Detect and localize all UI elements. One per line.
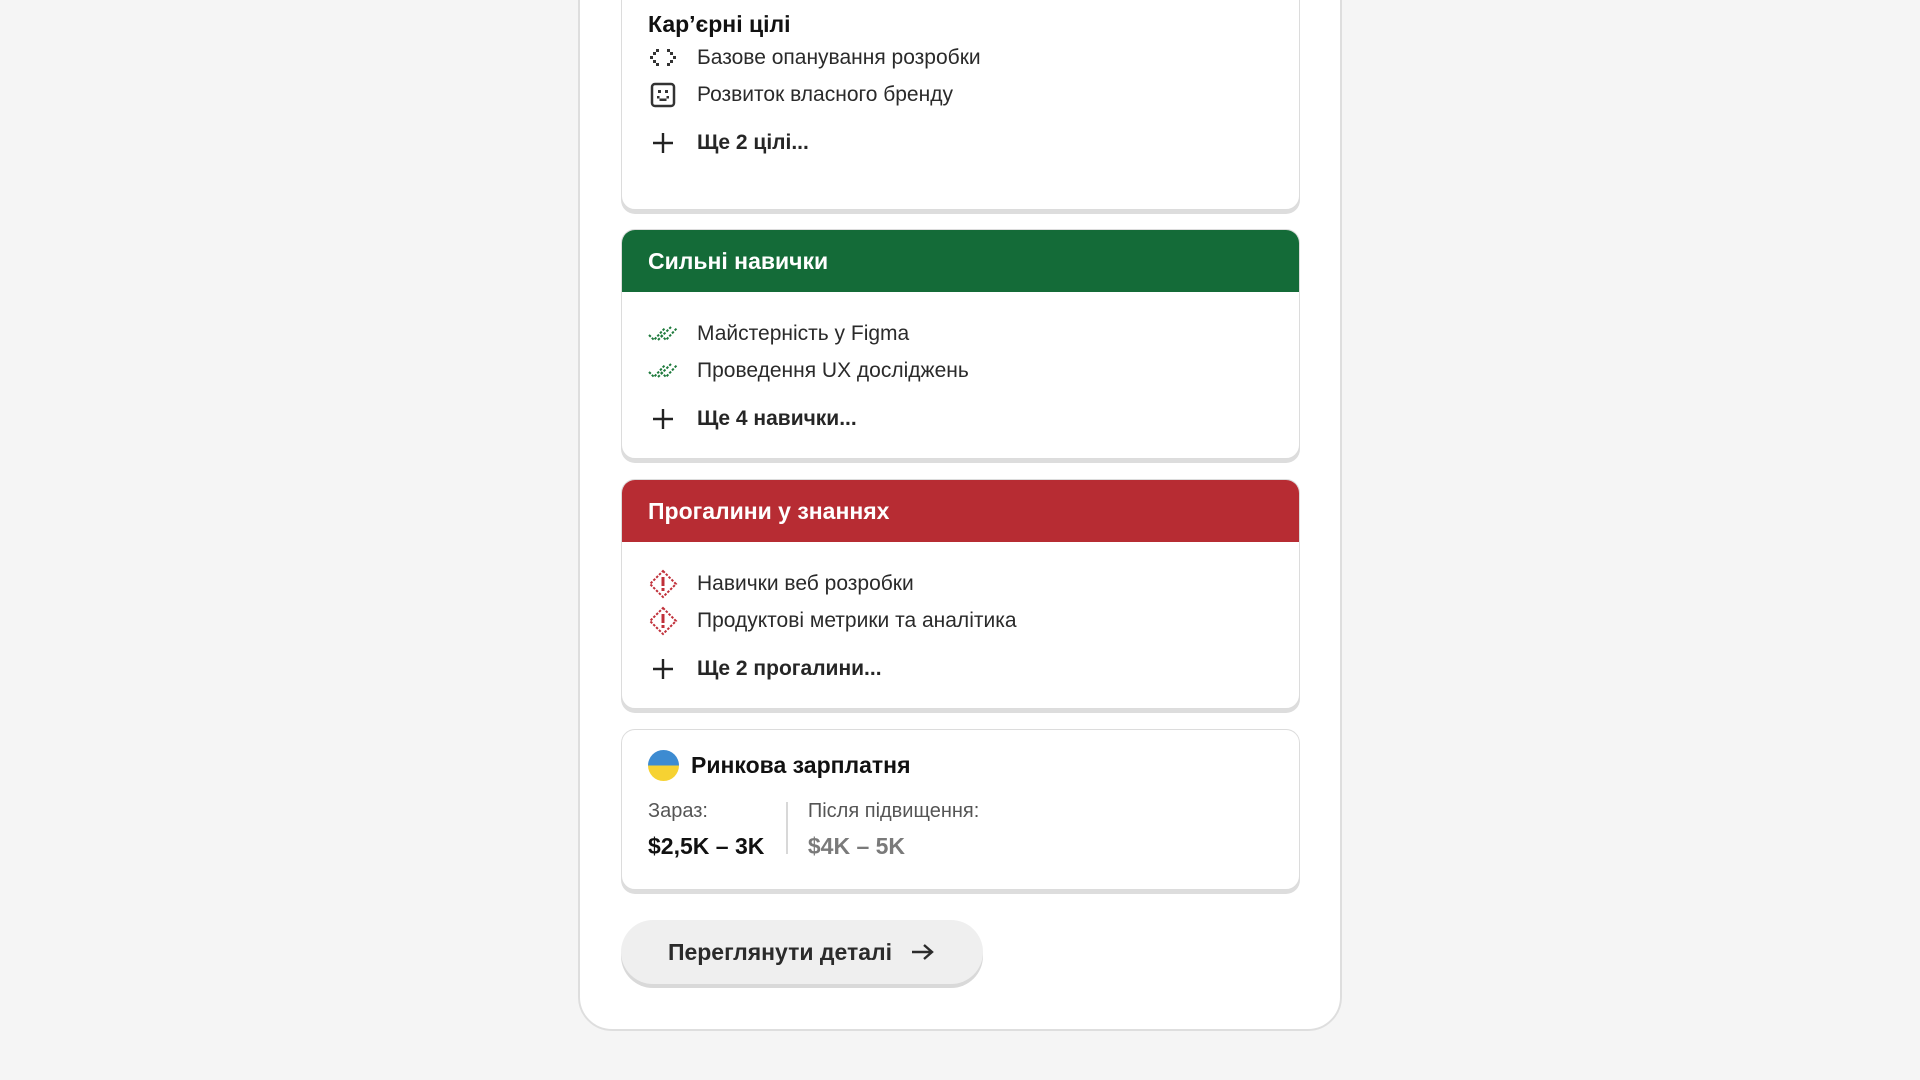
double-check-icon bbox=[648, 356, 678, 386]
view-details-button[interactable] bbox=[621, 920, 983, 984]
code-brackets-icon bbox=[648, 43, 678, 73]
list-item-label: Майстерність у Figma bbox=[697, 321, 910, 345]
warning-diamond-icon bbox=[648, 606, 678, 636]
list-item bbox=[648, 565, 1273, 602]
after-raise-label: Після підвищення: bbox=[807, 800, 980, 822]
plus-icon bbox=[648, 128, 678, 158]
list-item bbox=[648, 602, 1273, 639]
warning-diamond-icon bbox=[648, 569, 678, 599]
strengths-card bbox=[621, 229, 1300, 459]
list-item bbox=[648, 39, 1273, 76]
knowledge-gaps-card bbox=[621, 479, 1300, 709]
market-salary-title: Ринкова зарплатня bbox=[691, 752, 911, 778]
list-item-label: Розвиток власного бренду bbox=[697, 82, 953, 106]
current-salary-value: $2,5K – 3K bbox=[648, 833, 765, 859]
current-salary bbox=[648, 800, 764, 860]
knowledge-gaps-title: Прогалини у знаннях bbox=[648, 497, 890, 524]
after-raise-value: $4K – 5K bbox=[807, 833, 906, 859]
list-item bbox=[648, 76, 1273, 113]
double-check-icon bbox=[648, 319, 678, 349]
plus-icon bbox=[648, 404, 678, 434]
salary-divider bbox=[786, 802, 788, 854]
list-item bbox=[648, 315, 1273, 352]
arrow-right-icon bbox=[910, 942, 936, 962]
more-strengths-link[interactable] bbox=[648, 400, 1273, 437]
list-item-label: Продуктові метрики та аналітика bbox=[697, 608, 1017, 632]
current-salary-label: Зараз: bbox=[648, 800, 708, 822]
more-gaps-label: Ще 2 прогалини... bbox=[697, 656, 882, 680]
smiley-face-icon bbox=[648, 80, 678, 110]
more-gaps-link[interactable] bbox=[648, 650, 1273, 687]
strengths-title: Сильні навички bbox=[648, 247, 829, 274]
salary-columns bbox=[648, 800, 979, 860]
list-item bbox=[648, 352, 1273, 389]
strengths-header bbox=[622, 230, 1299, 292]
more-goals-link[interactable] bbox=[648, 124, 1273, 161]
more-strengths-label: Ще 4 навички... bbox=[697, 406, 857, 430]
career-goals-card bbox=[621, 0, 1300, 210]
ukraine-flag-icon bbox=[648, 750, 679, 781]
market-salary-heading bbox=[648, 750, 911, 781]
knowledge-gaps-list bbox=[648, 565, 1273, 687]
career-goals-list bbox=[648, 39, 1273, 161]
market-salary-card bbox=[621, 729, 1300, 890]
after-raise-salary bbox=[808, 800, 979, 860]
career-goals-title: Кар’єрні цілі bbox=[648, 11, 791, 37]
list-item-label: Навички веб розробки bbox=[697, 571, 914, 595]
view-details-label: Переглянути деталі bbox=[667, 938, 893, 965]
strengths-list bbox=[648, 315, 1273, 437]
list-item-label: Проведення UX досліджень bbox=[697, 358, 969, 382]
more-goals-label: Ще 2 цілі... bbox=[697, 130, 809, 154]
plus-icon bbox=[648, 654, 678, 684]
list-item-label: Базове опанування розробки bbox=[697, 45, 981, 69]
knowledge-gaps-header bbox=[622, 480, 1299, 542]
